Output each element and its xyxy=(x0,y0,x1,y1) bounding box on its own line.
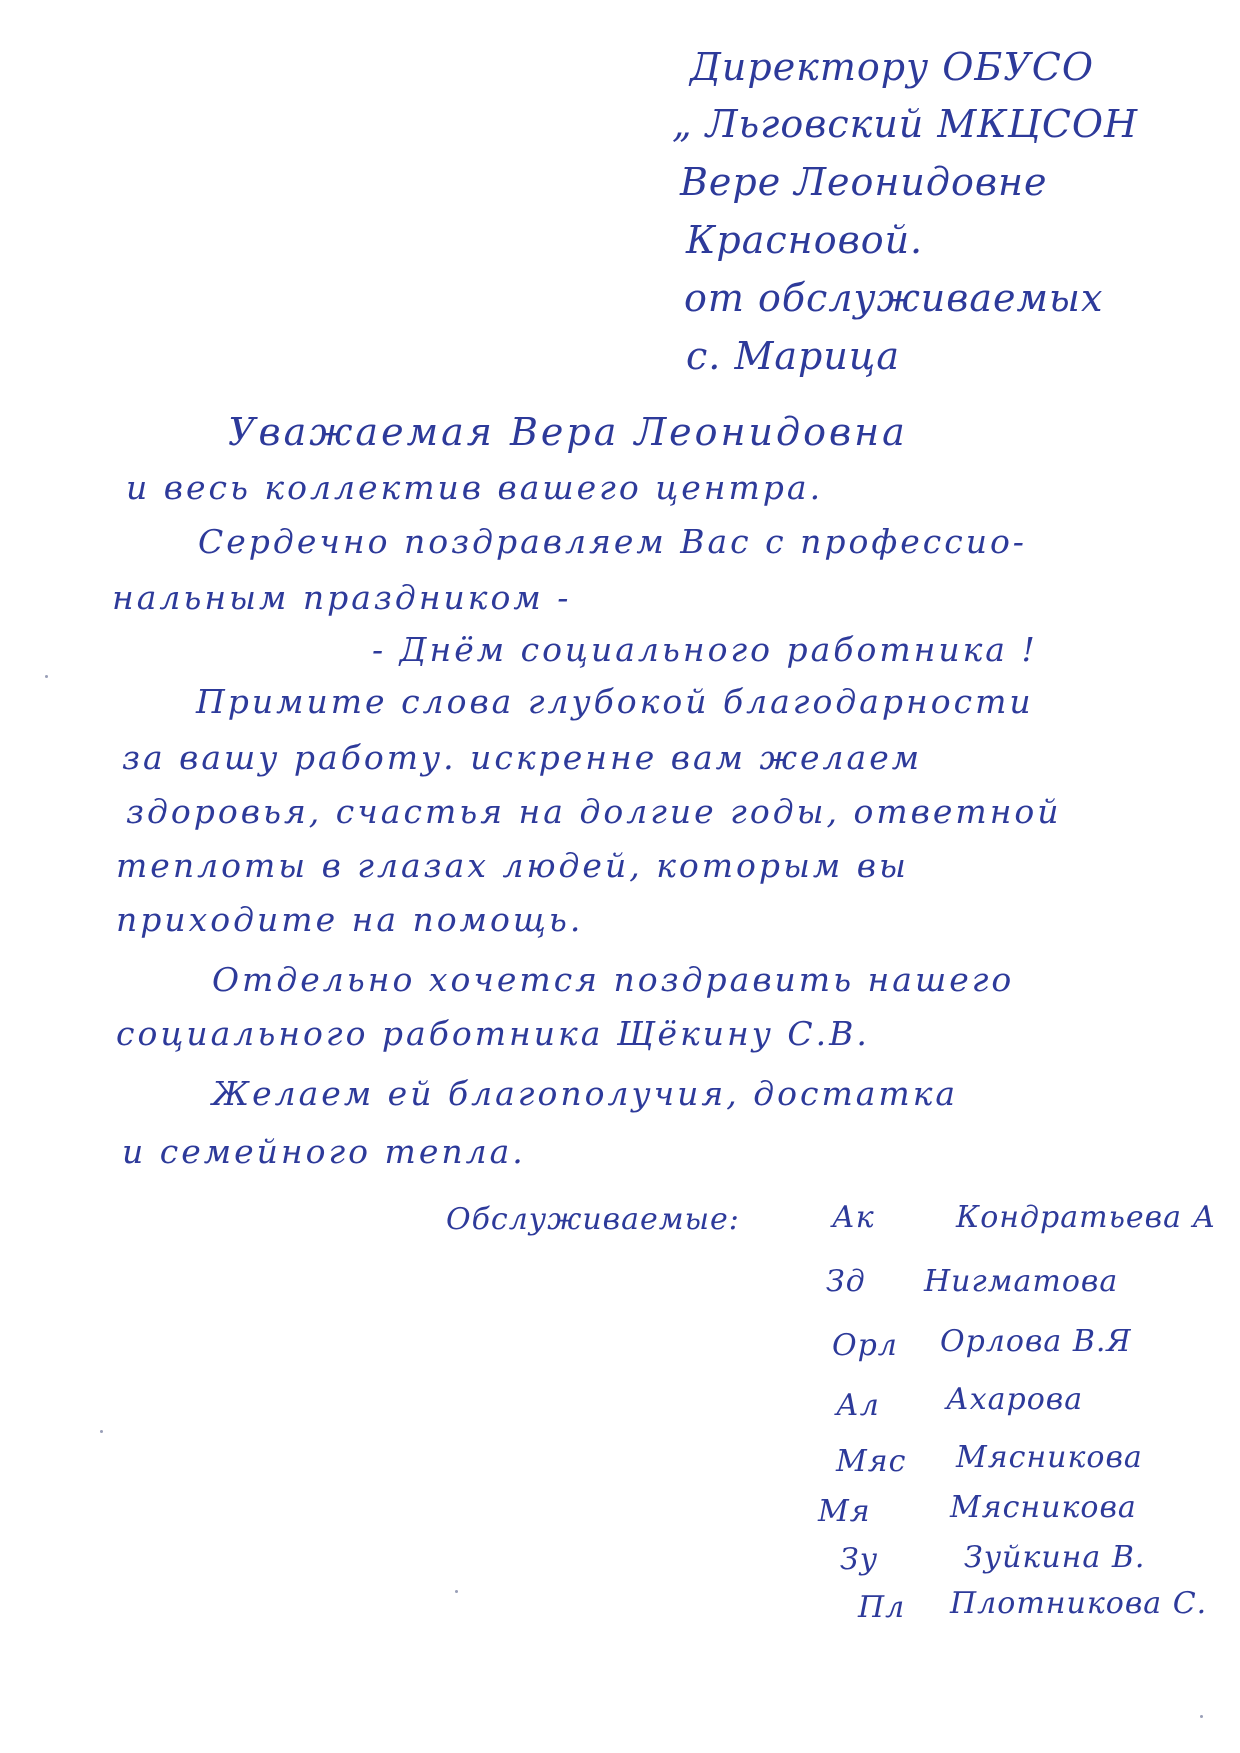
signatures-label: Обслуживаемые: xyxy=(446,1202,740,1237)
signature-name: Орлова В.Я xyxy=(940,1324,1132,1359)
signature-mark: Зд xyxy=(826,1264,866,1299)
signature-mark: Мя xyxy=(818,1494,871,1529)
body-line-8: здоровья, счастья на долгие годы, ответной xyxy=(126,792,1062,831)
address-line-1: Директору ОБУСО xyxy=(690,45,1094,89)
signature-mark: Пл xyxy=(858,1590,906,1625)
signature-name: Плотникова С. xyxy=(950,1586,1208,1621)
body-line-6: Примите слова глубокой благодарности xyxy=(196,682,1034,721)
signature-name: Зуйкина В. xyxy=(964,1540,1146,1575)
signature-name: Кондратьева А xyxy=(956,1200,1217,1235)
address-line-4: Красновой. xyxy=(686,218,924,262)
body-line-3: Сердечно поздравляем Вас с профессио- xyxy=(198,522,1027,561)
scan-speck xyxy=(100,1430,103,1433)
signature-mark: Орл xyxy=(832,1328,898,1363)
signature-name: Нигматова xyxy=(924,1264,1119,1299)
signature-mark: Зу xyxy=(840,1542,879,1577)
body-line-12: социального работника Щёкину С.В. xyxy=(116,1014,870,1053)
address-line-3: Вере Леонидовне xyxy=(680,160,1048,204)
body-line-5: - Днём социального работника ! xyxy=(372,630,1038,669)
signature-mark: Ак xyxy=(832,1200,875,1235)
body-line-9: теплоты в глазах людей, которым вы xyxy=(116,846,909,885)
address-line-2: „ Льговский МКЦСОН xyxy=(672,102,1139,146)
body-line-2: и весь коллектив вашего центра. xyxy=(126,468,824,507)
address-line-6: с. Марица xyxy=(686,334,900,378)
address-line-5: от обслуживаемых xyxy=(684,276,1104,320)
scan-speck xyxy=(45,675,48,678)
signature-mark: Ал xyxy=(836,1388,880,1423)
body-line-13: Желаем ей благополучия, достатка xyxy=(212,1074,959,1113)
body-line-10: приходите на помощь. xyxy=(116,900,584,939)
body-line-7: за вашу работу. искренне вам желаем xyxy=(122,738,923,777)
signature-name: Мясникова xyxy=(956,1440,1143,1475)
body-line-4: нальным праздником - xyxy=(112,578,572,617)
scan-speck xyxy=(455,1590,458,1593)
greeting-line: Уважаемая Вера Леонидовна xyxy=(228,410,908,454)
signature-name: Мясникова xyxy=(950,1490,1137,1525)
body-line-11: Отдельно хочется поздравить нашего xyxy=(212,960,1015,999)
scan-speck xyxy=(1200,1715,1203,1718)
signature-name: Ахарова xyxy=(946,1382,1084,1417)
body-line-14: и семейного тепла. xyxy=(122,1132,526,1171)
signature-mark: Мяс xyxy=(836,1444,907,1479)
